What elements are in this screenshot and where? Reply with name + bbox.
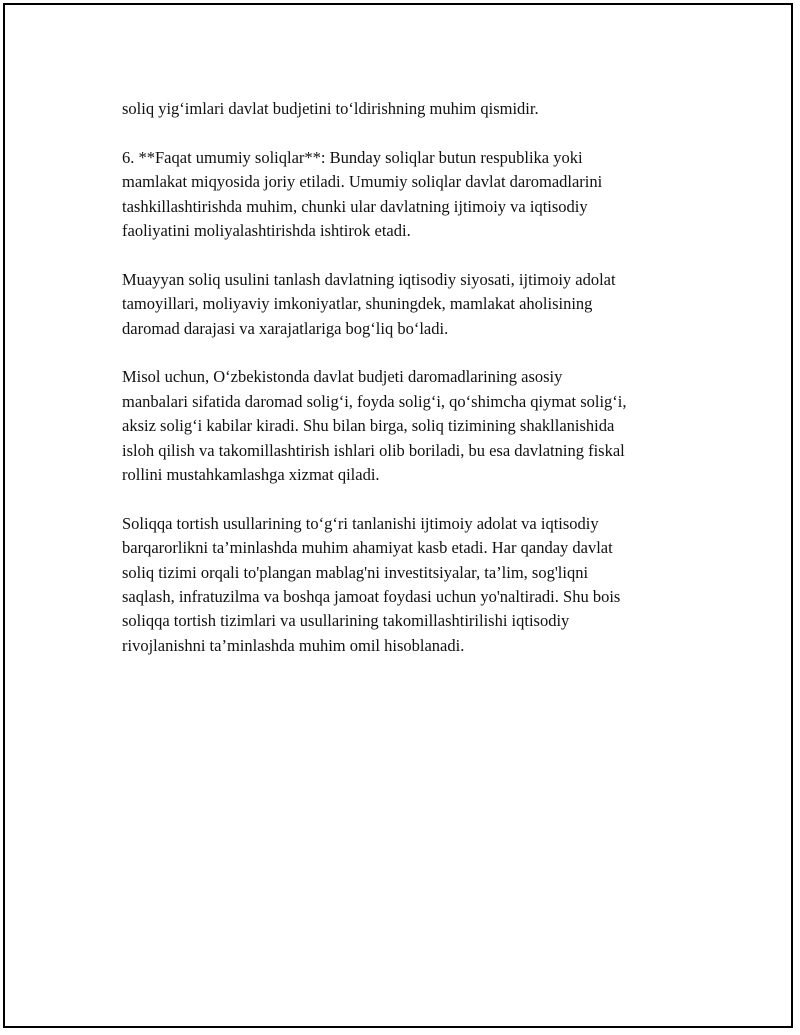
document-body	[122, 97, 692, 683]
text-line: Muayyan soliq usulini tanlash davlatning iqtisodiy siyosati, ijtimoiy adolat	[122, 269, 616, 289]
text-line: Misol uchun, O‘zbekistonda davlat budjeti daromadlarining asosiy	[122, 367, 563, 387]
text-line: tamoyillari, moliyaviy imkoniyatlar, shuningdek, mamlakat aholisining	[122, 294, 593, 314]
text-line: soliq tizimi orqali to'plangan mablag'ni investitsiyalar, ta’lim, sog'liqni	[122, 562, 589, 582]
text-line: barqarorlikni ta’minlashda muhim ahamiyat kasb etadi. Har qanday davlat	[122, 538, 613, 558]
text-line: soliq yig‘imlari davlat budjetini to‘ldirishning muhim qismidir.	[122, 99, 539, 118]
paragraph-1	[122, 97, 692, 121]
paragraph-2	[122, 146, 692, 244]
paragraph-5	[122, 512, 692, 658]
text-line: rivojlanishni ta’minlashda muhim omil hisoblanadi.	[122, 635, 465, 655]
paragraph-3	[122, 268, 692, 341]
text-line: faoliyatini moliyalashtirishda ishtirok etadi.	[122, 221, 411, 241]
text-line: rollini mustahkamlashga xizmat qiladi.	[122, 465, 380, 485]
document-page	[3, 3, 793, 1028]
text-line: daromad darajasi va xarajatlariga bog‘liq bo‘ladi.	[122, 318, 449, 338]
text-line: tashkillashtirishda muhim, chunki ular davlatning ijtimoiy va iqtisodiy	[122, 196, 588, 216]
text-line: saqlash, infratuzilma va boshqa jamoat foydasi uchun yo'naltiradi. Shu bois	[122, 587, 621, 607]
text-line: manbalari sifatida daromad solig‘i, foyda solig‘i, qo‘shimcha qiymat solig‘i,	[122, 391, 627, 411]
paragraph-4	[122, 365, 692, 487]
text-line: soliqqa tortish tizimlari va usullarining takomillashtirilishi iqtisodiy	[122, 611, 570, 631]
text-line: 6. **Faqat umumiy soliqlar**: Bunday soliqlar butun respublika yoki	[122, 147, 583, 167]
text-line: Soliqqa tortish usullarining to‘g‘ri tanlanishi ijtimoiy adolat va iqtisodiy	[122, 513, 599, 533]
text-line: aksiz solig‘i kabilar kiradi. Shu bilan birga, soliq tizimining shakllanishida	[122, 416, 615, 436]
text-line: mamlakat miqyosida joriy etiladi. Umumiy soliqlar davlat daromadlarini	[122, 172, 603, 192]
text-line: isloh qilish va takomillashtirish ishlari olib boriladi, bu esa davlatning fiskal	[122, 440, 625, 460]
